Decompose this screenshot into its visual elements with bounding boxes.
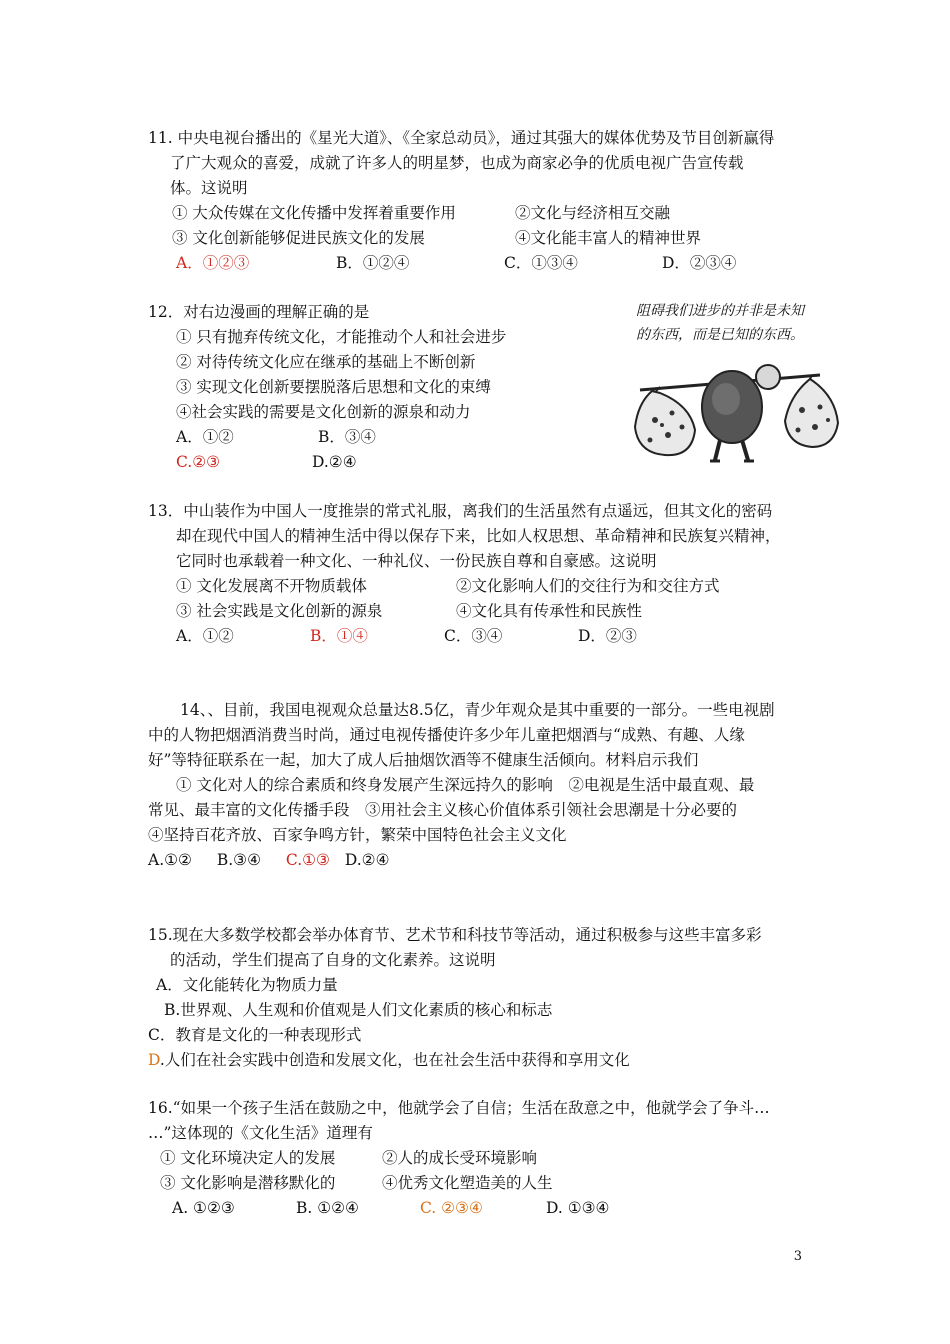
q12-option-b: B．③④ [318, 428, 376, 446]
q11-statement-3: ③ 文化创新能够促进民族文化的发展 [172, 229, 425, 247]
q11-statement-4: ④文化能丰富人的精神世界 [515, 229, 702, 247]
q13-statement-1: ① 文化发展离不开物质载体 [176, 577, 367, 595]
q12-option-d: D.②④ [312, 453, 357, 471]
q16-stem-line2: …”这体现的《文化生活》道理有 [148, 1124, 373, 1142]
q14-statements-line3: ④坚持百花齐放、百家争鸣方针，繁荣中国特色社会主义文化 [148, 826, 567, 844]
q14-options [148, 850, 389, 870]
q12-statement-4: ④社会实践的需要是文化创新的源泉和动力 [176, 403, 471, 421]
q12-stem: 12．对右边漫画的理解正确的是 [148, 303, 370, 321]
q16-option-c: C. ②③④ [420, 1199, 483, 1217]
q15-stem-line1: 15.现在大多数学校都会举办体育节、艺术节和科技节等活动，通过积极参与这些丰富多彩 [148, 926, 762, 944]
q14-option-a: A.①② [148, 851, 192, 869]
q16-statement-4: ④优秀文化塑造美的人生 [382, 1174, 553, 1192]
q15-option-a: A．文化能转化为物质力量 [156, 976, 338, 994]
q16-option-d: D. ①③④ [546, 1199, 610, 1217]
q11-option-c: C．①③④ [504, 254, 578, 272]
q14-stem-line3: 好”等特征联系在一起，加大了成人后抽烟饮酒等不健康生活倾向。材料启示我们 [148, 751, 699, 769]
q13-statement-3: ③ 社会实践是文化创新的源泉 [176, 602, 383, 620]
q13-option-d: D．②③ [578, 627, 637, 645]
q15-option-d-letter: D [148, 1051, 160, 1069]
q15-option-c: C．教育是文化的一种表现形式 [148, 1026, 362, 1044]
q15-option-d [148, 1050, 630, 1070]
q16-option-a: A. ①②③ [172, 1199, 235, 1217]
q13-option-c: C．③④ [444, 627, 503, 645]
q11-option-b: B．①②④ [336, 254, 410, 272]
q12-statement-3: ③ 实现文化创新要摆脱落后思想和文化的束缚 [176, 378, 491, 396]
q12-option-a: A．①② [176, 428, 234, 446]
q14-stem-line1: 14、、目前，我国电视观众总量达8.5亿，青少年观众是其中重要的一部分。一些电视剧 [180, 701, 775, 719]
q14-option-b: B.③④ [216, 851, 261, 869]
q11-option-d: D．②③④ [662, 254, 737, 272]
cartoon-image [620, 295, 850, 470]
q12-option-c: C.②③ [176, 453, 221, 471]
q16-stem-line1: 16.“如果一个孩子生活在鼓励之中，他就学会了自信；生活在敌意之中，他就学会了争斗… [148, 1099, 770, 1117]
q13-stem-line1: 13．中山装作为中国人一度推崇的常式礼服，离我们的生活虽然有点遥远，但其文化的密码 [148, 502, 773, 520]
cartoon-caption-line1: 阻碍我们进步的并非是未知 [636, 303, 804, 319]
q11-stem-line2: 了广大观众的喜爱，成就了许多人的明星梦，也成为商家必争的优质电视广告宣传载 [170, 154, 744, 172]
q13-statement-2: ②文化影响人们的交往行为和交往方式 [456, 577, 720, 595]
q12-statement-1: ① 只有抛弃传统文化，才能推动个人和社会进步 [176, 328, 507, 346]
q13-stem-line2: 却在现代中国人的精神生活中得以保存下来，比如人权思想、革命精神和民族复兴精神， [176, 527, 781, 545]
q14-stem-line2: 中的人物把烟酒消费当时尚，通过电视传播使许多少年儿童把烟酒与“成熟、有趣、人缘 [148, 726, 745, 744]
cartoon-drawing [620, 295, 850, 470]
q11-stem-line3: 体。这说明 [170, 179, 248, 197]
q15-option-b: B.世界观、人生观和价值观是人们文化素质的核心和标志 [164, 1001, 553, 1019]
page-number: 3 [793, 1249, 802, 1264]
q13-stem-line3: 它同时也承载着一种文化、一种礼仪、一份民族自尊和自豪感。这说明 [176, 552, 657, 570]
q15-option-d-text: .人们在社会实践中创造和发展文化，也在社会生活中获得和享用文化 [159, 1051, 630, 1069]
q14-statements-line1: ① 文化对人的综合素质和终身发展产生深远持久的影响 ②电视是生活中最直观、最 [176, 776, 755, 794]
cartoon-caption-line2: 的东西，而是已知的东西。 [636, 327, 804, 343]
q11-option-a: A．①②③ [176, 254, 250, 272]
q13-option-a: A．①② [176, 627, 234, 645]
q13-option-b: B．①④ [310, 627, 368, 645]
q14-option-c: C.①③ [285, 851, 330, 869]
q11-stem-line1: 11. 中央电视台播出的《星光大道》、《全家总动员》，通过其强大的媒体优势及节目创新赢得 [148, 129, 775, 147]
q12-statement-2: ② 对待传统文化应在继承的基础上不断创新 [176, 353, 476, 371]
q11-statement-2: ②文化与经济相互交融 [515, 204, 671, 222]
q16-option-b: B. ①②④ [296, 1199, 359, 1217]
q14-statements-line2: 常见、最丰富的文化传播手段 ③用社会主义核心价值体系引领社会思潮是十分必要的 [148, 801, 738, 819]
q16-statement-2: ②人的成长受环境影响 [382, 1149, 538, 1167]
q16-statement-3: ③ 文化影响是潜移默化的 [160, 1174, 336, 1192]
q13-statement-4: ④文化具有传承性和民族性 [456, 602, 643, 620]
q14-option-d: D.②④ [344, 851, 390, 869]
q16-statement-1: ① 文化环境决定人的发展 [160, 1149, 336, 1167]
q11-statement-1: ① 大众传媒在文化传播中发挥着重要作用 [172, 204, 456, 222]
q15-stem-line2: 的活动，学生们提高了自身的文化素养。这说明 [170, 951, 496, 969]
